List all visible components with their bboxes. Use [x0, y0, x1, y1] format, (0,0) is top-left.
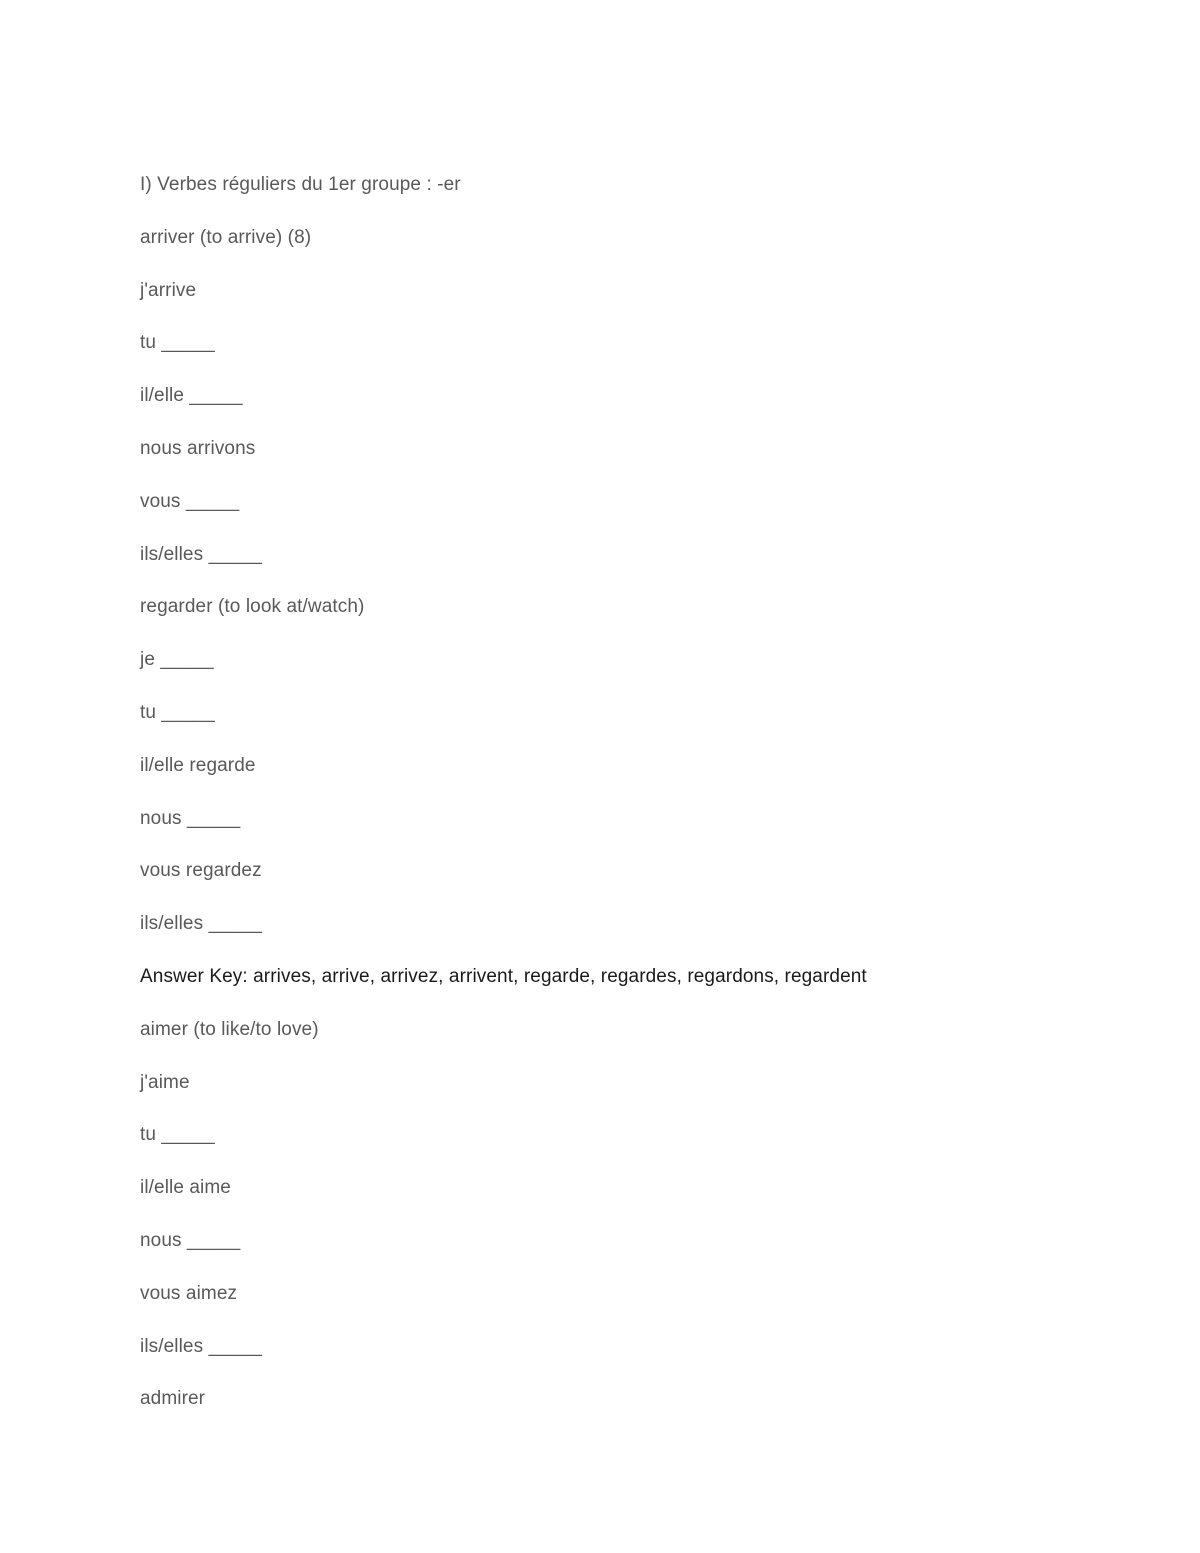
verb-heading-arriver: arriver (to arrive) (8)	[140, 226, 312, 248]
conjugation-line: vous aimez	[140, 1282, 238, 1304]
answer-key: Answer Key: arrives, arrive, arrivez, arrivent, regarde, regardes, regardons, regardent	[140, 965, 867, 987]
document-body	[140, 170, 1100, 1437]
verb-heading-regarder: regarder (to look at/watch)	[140, 596, 365, 618]
conjugation-line: j'arrive	[140, 279, 197, 301]
conjugation-line: il/elle aime	[140, 1177, 231, 1199]
conjugation-line: ils/elles _____	[140, 543, 262, 565]
conjugation-line: tu _____	[140, 701, 215, 723]
conjugation-line: tu _____	[140, 1124, 215, 1146]
conjugation-line: je _____	[140, 649, 214, 671]
conjugation-line: il/elle regarde	[140, 754, 256, 776]
conjugation-line: vous _____	[140, 490, 240, 512]
verb-heading-admirer: admirer	[140, 1388, 206, 1410]
conjugation-line: nous _____	[140, 1229, 241, 1251]
conjugation-line: j'aime	[140, 1071, 190, 1093]
conjugation-line: ils/elles _____	[140, 1335, 262, 1357]
conjugation-line: il/elle _____	[140, 385, 243, 407]
conjugation-line: nous arrivons	[140, 437, 256, 459]
verb-heading-aimer: aimer (to like/to love)	[140, 1018, 319, 1040]
conjugation-line: nous _____	[140, 807, 241, 829]
section-heading: I) Verbes réguliers du 1er groupe : -er	[140, 174, 461, 195]
conjugation-line: tu _____	[140, 332, 215, 354]
conjugation-line: vous regardez	[140, 860, 262, 882]
conjugation-line: ils/elles _____	[140, 913, 262, 935]
